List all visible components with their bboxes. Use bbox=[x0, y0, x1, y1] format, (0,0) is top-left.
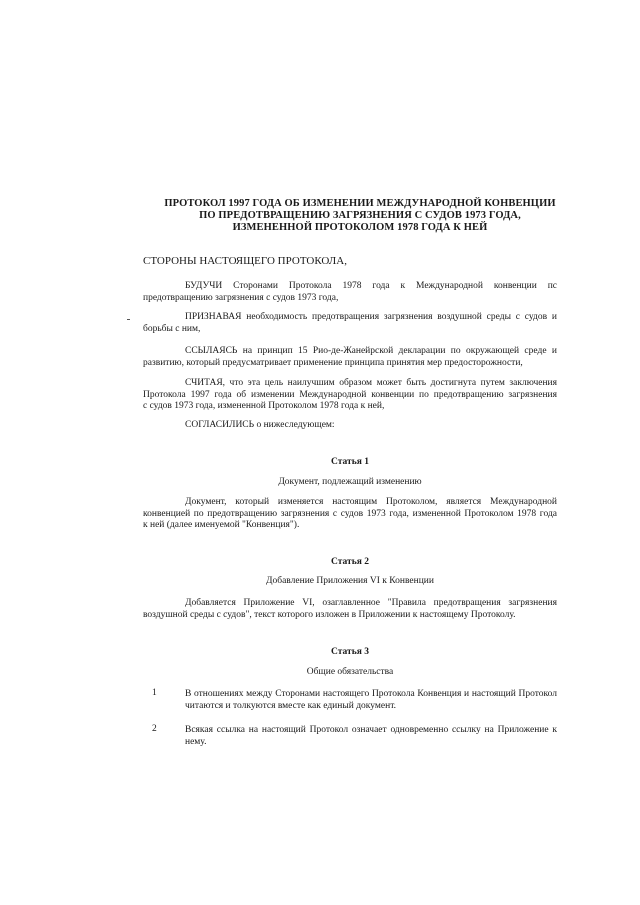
article-1-title: Статья 1 bbox=[331, 457, 369, 467]
title-line-1: ПРОТОКОЛ 1997 ГОДА ОБ ИЗМЕНЕНИИ МЕЖДУНАРОДНОЙ КОНВЕНЦИИ bbox=[164, 198, 556, 209]
title-line-2: ПО ПРЕДОТВРАЩЕНИЮ ЗАГРЯЗНЕНИЯ С СУДОВ 1973 ГОДА, bbox=[199, 210, 521, 221]
parties-heading: СТОРОНЫ НАСТОЯЩЕГО ПРОТОКОЛА, bbox=[143, 255, 347, 267]
preamble-paragraph-2: ПРИЗНАВАЯ необходимость предотвращения загрязнения воздушной среды с судов и борьбы с ним, bbox=[143, 312, 557, 334]
agreed-line: СОГЛАСИЛИСЬ о нижеследующем: bbox=[185, 420, 335, 430]
title-line-3: ИЗМЕНЕННОЙ ПРОТОКОЛОМ 1978 ГОДА К НЕЙ bbox=[232, 222, 488, 233]
article-3-title: Статья 3 bbox=[331, 647, 369, 657]
preamble-paragraph-1: БУДУЧИ Сторонами Протокола 1978 года к Международной конвенции пс предотвращению загрязнения с судов 1973 года, bbox=[143, 281, 557, 303]
article-3-item-2-number: 2 bbox=[152, 724, 157, 734]
article-2-title: Статья 2 bbox=[331, 557, 369, 567]
article-3-item-1-number: 1 bbox=[152, 688, 157, 698]
article-1-body: Документ, который изменяется настоящим Протоколом, является Международной конвенцией по предотвращению загрязнения с судов 1973 года, измененной Протоколом 1978 года к ней (далее именуемой "Конвенция"). bbox=[143, 497, 557, 530]
preamble-paragraph-3: ССЫЛАЯСЬ на принцип 15 Рио-де-Жанейрской декларации по окружающей среде и развитию, который предусматривает применение принципа принятия мер предосторожности, bbox=[143, 346, 557, 368]
article-2-body: Добавляется Приложение VI, озаглавленное "Правила предотвращения загрязнения воздушной среды с судов", текст которого изложен в Приложении к настоящему Протоколу. bbox=[143, 598, 557, 620]
preamble-paragraph-4: СЧИТАЯ, что эта цель наилучшим образом может быть достигнута путем заключения Протокола 1997 года об изменении Международной конвенции по предотвращению загрязнения с судов 1973 года, измененной Протоколом 1978 года к ней, bbox=[143, 378, 557, 411]
article-2-subtitle: Добавление Приложения VI к Конвенции bbox=[266, 576, 434, 586]
article-1-subtitle: Документ, подлежащий изменению bbox=[278, 477, 422, 487]
article-3-item-2-text: Всякая ссылка на настоящий Протокол означает одновременно ссылку на Приложение к нему. bbox=[185, 725, 557, 747]
article-3-item-1-text: В отношениях между Сторонами настоящего Протокола Конвенция и настоящий Протокол читаются и толкуются вместе как единый документ. bbox=[185, 689, 557, 711]
margin-mark bbox=[127, 319, 130, 320]
document-title bbox=[150, 198, 570, 234]
article-3-subtitle: Общие обязательства bbox=[306, 667, 394, 677]
